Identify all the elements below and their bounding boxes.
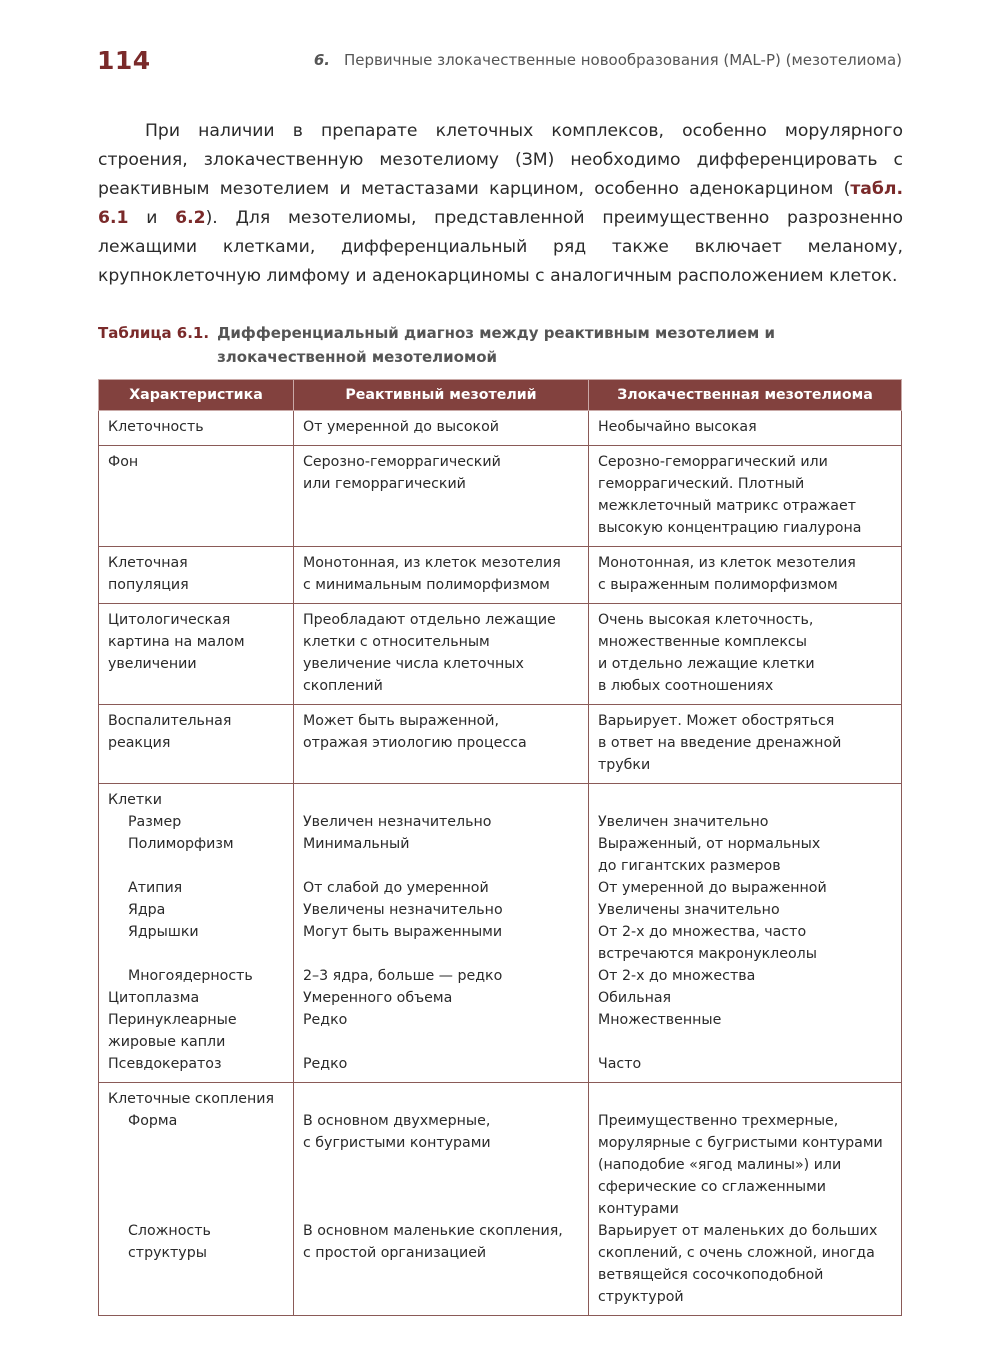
cell-line: Увеличен значительно: [598, 814, 769, 830]
cell-line: Может быть выраженной,: [303, 713, 500, 729]
cell-line: Варьирует от маленьких до больших: [598, 1223, 878, 1239]
cell-line: Множественные: [598, 1012, 722, 1028]
cell-line: Цитоплазма: [108, 990, 200, 1006]
cell-line: [108, 1132, 285, 1154]
cell-line: В основном двухмерные,: [303, 1113, 491, 1129]
malignant-mesothelioma-cell: [589, 547, 902, 604]
cell-line: Преобладают отдельно лежащие: [303, 612, 556, 628]
reactive-mesothelium-cell: [294, 705, 589, 784]
chapter-number: 6.: [313, 51, 330, 69]
page-number: 114: [97, 46, 151, 75]
cell-line: [303, 1176, 580, 1198]
table-row: [99, 411, 902, 446]
malignant-mesothelioma-cell: [589, 705, 902, 784]
cell-line: жировые капли: [108, 1034, 226, 1050]
cell-line: Очень высокая клеточность,: [598, 612, 814, 628]
cell-line: Клеточные скопления: [108, 1091, 275, 1107]
cell-line: [108, 1198, 285, 1220]
malignant-mesothelioma-cell: [589, 604, 902, 705]
cell-line: [598, 1031, 893, 1053]
characteristic-cell: [99, 705, 294, 784]
cell-line: высокую концентрацию гиалурона: [598, 520, 862, 536]
cell-line: От 2-х до множества, часто: [598, 924, 807, 940]
table-caption: [98, 321, 903, 369]
cell-line: Минимальный: [303, 836, 410, 852]
malignant-mesothelioma-cell: [589, 446, 902, 547]
cell-line: множественные комплексы: [598, 634, 807, 650]
cell-line: [303, 1154, 580, 1176]
cell-line: ветвящейся сосочкоподобной: [598, 1267, 824, 1283]
cell-line: Сложность: [128, 1223, 211, 1239]
cell-line: [303, 943, 580, 965]
running-head: [314, 51, 902, 69]
cell-line: Увеличен незначительно: [303, 814, 492, 830]
malignant-mesothelioma-cell: [589, 1083, 902, 1316]
table-label: Таблица 6.1.: [98, 324, 210, 342]
cell-line: контурами: [598, 1201, 679, 1217]
cell-line: (наподобие «ягод малины») или: [598, 1157, 842, 1173]
cell-line: популяция: [108, 577, 189, 593]
cell-line: Выраженный, от нормальных: [598, 836, 821, 852]
differential-diagnosis-table: [98, 379, 902, 1316]
table-row: [99, 547, 902, 604]
characteristic-cell: [99, 1083, 294, 1316]
reactive-mesothelium-cell: [294, 604, 589, 705]
cell-line: реакция: [108, 735, 171, 751]
table-reference-6-2[interactable]: 6.2: [175, 208, 206, 228]
cell-line: [303, 1198, 580, 1220]
cell-line: Серозно-геморрагический или: [598, 454, 828, 470]
body-text-part-1: При наличии в препарате клеточных комплексов, особенно морулярного строения, злокачественную мезотелиому (ЗМ) необходимо дифференцировать с реактивным мезотелием и метастазами карцином, особенно аденокарцином (: [98, 121, 903, 199]
table-header-row: [99, 380, 902, 411]
column-header-characteristic: Характеристика: [99, 380, 294, 411]
cell-line: Монотонная, из клеток мезотелия: [303, 555, 561, 571]
cell-line: с бугристыми контурами: [303, 1135, 491, 1151]
cell-line: или геморрагический: [303, 476, 466, 492]
cell-line: [598, 1088, 893, 1110]
cell-line: до гигантских размеров: [598, 858, 781, 874]
cell-line: в ответ на введение дренажной: [598, 735, 842, 751]
cell-line: Редко: [303, 1012, 348, 1028]
table-title: Дифференциальный диагноз между реактивным мезотелием и злокачественной мезотелиомой: [217, 324, 775, 366]
cell-line: Редко: [303, 1056, 348, 1072]
cell-line: Фон: [108, 454, 139, 470]
characteristic-cell: [99, 411, 294, 446]
cell-line: Псевдокератоз: [108, 1056, 222, 1072]
table-row: [99, 446, 902, 547]
cell-line: Ядрышки: [128, 924, 199, 940]
column-header-malignant-mesothelioma: Злокачественная мезотелиома: [589, 380, 902, 411]
cell-line: Воспалительная: [108, 713, 232, 729]
cell-line: [303, 789, 580, 811]
cell-line: Атипия: [128, 880, 183, 896]
cell-line: Цитологическая: [108, 612, 231, 628]
cell-line: сферические со сглаженными: [598, 1179, 827, 1195]
cell-line: От слабой до умеренной: [303, 880, 489, 896]
cell-line: В основном маленькие скопления,: [303, 1223, 563, 1239]
cell-line: [598, 789, 893, 811]
cell-line: Клеточная: [108, 555, 188, 571]
table-row: [99, 784, 902, 1083]
cell-line: [303, 1031, 580, 1053]
cell-line: Клеточность: [108, 419, 204, 435]
cell-line: Часто: [598, 1056, 642, 1072]
table-row: [99, 705, 902, 784]
cell-line: Размер: [128, 814, 182, 830]
cell-line: увеличении: [108, 656, 197, 672]
cell-line: клетки с относительным: [303, 634, 490, 650]
cell-line: Умеренного объема: [303, 990, 453, 1006]
reactive-mesothelium-cell: [294, 1083, 589, 1316]
body-text-part-2: и: [128, 208, 176, 228]
cell-line: отражая этиологию процесса: [303, 735, 527, 751]
cell-line: скоплений: [303, 678, 383, 694]
cell-line: встречаются макронуклеолы: [598, 946, 817, 962]
reactive-mesothelium-cell: [294, 411, 589, 446]
cell-line: [303, 1088, 580, 1110]
characteristic-cell: [99, 784, 294, 1083]
table-row: [99, 1083, 902, 1316]
cell-line: Обильная: [598, 990, 672, 1006]
malignant-mesothelioma-cell: [589, 784, 902, 1083]
cell-line: в любых соотношениях: [598, 678, 774, 694]
cell-line: увеличение числа клеточных: [303, 656, 524, 672]
characteristic-cell: [99, 604, 294, 705]
reactive-mesothelium-cell: [294, 547, 589, 604]
characteristic-cell: [99, 446, 294, 547]
cell-line: скоплений, с очень сложной, иногда: [598, 1245, 875, 1261]
reactive-mesothelium-cell: [294, 446, 589, 547]
cell-line: От 2-х до множества: [598, 968, 756, 984]
cell-line: 2–3 ядра, больше — редко: [303, 968, 503, 984]
cell-line: с выраженным полиморфизмом: [598, 577, 838, 593]
cell-line: [108, 1154, 285, 1176]
cell-line: Необычайно высокая: [598, 419, 757, 435]
cell-line: От умеренной до высокой: [303, 419, 499, 435]
cell-line: Многоядерность: [128, 968, 253, 984]
cell-line: От умеренной до выраженной: [598, 880, 827, 896]
cell-line: [108, 943, 285, 965]
body-text-part-3: ). Для мезотелиомы, представленной преимущественно разрозненно лежащими клетками, дифференциальный ряд также включает меланому, крупноклеточную лимфому и аденокарциномы с аналогичным расположением клеток.: [98, 208, 903, 286]
cell-line: [303, 855, 580, 877]
cell-line: картина на малом: [108, 634, 245, 650]
table-reference-6-1[interactable]: табл. 6.1: [98, 179, 903, 228]
cell-line: Форма: [128, 1113, 178, 1129]
cell-line: Увеличены значительно: [598, 902, 780, 918]
cell-line: трубки: [598, 757, 651, 773]
cell-line: Ядра: [128, 902, 166, 918]
characteristic-cell: [99, 547, 294, 604]
cell-line: межклеточный матрикс отражает: [598, 498, 856, 514]
cell-line: Серозно-геморрагический: [303, 454, 501, 470]
body-paragraph: [98, 117, 903, 291]
cell-line: Увеличены незначительно: [303, 902, 503, 918]
cell-line: геморрагический. Плотный: [598, 476, 805, 492]
cell-line: Клетки: [108, 792, 162, 808]
cell-line: Варьирует. Может обостряться: [598, 713, 835, 729]
cell-line: морулярные с бугристыми контурами: [598, 1135, 883, 1151]
reactive-mesothelium-cell: [294, 784, 589, 1083]
cell-line: [108, 1176, 285, 1198]
cell-line: Полиморфизм: [128, 836, 234, 852]
cell-line: Преимущественно трехмерные,: [598, 1113, 839, 1129]
cell-line: структурой: [598, 1289, 684, 1305]
cell-line: [108, 855, 285, 877]
cell-line: Могут быть выраженными: [303, 924, 503, 940]
table-row: [99, 604, 902, 705]
cell-line: Перинуклеарные: [108, 1012, 237, 1028]
column-header-reactive-mesothelium: Реактивный мезотелий: [294, 380, 589, 411]
cell-line: с простой организацией: [303, 1245, 487, 1261]
malignant-mesothelioma-cell: [589, 411, 902, 446]
cell-line: структуры: [128, 1245, 207, 1261]
cell-line: Монотонная, из клеток мезотелия: [598, 555, 856, 571]
chapter-title: Первичные злокачественные новообразования (MAL-P) (мезотелиома): [343, 51, 902, 69]
cell-line: с минимальным полиморфизмом: [303, 577, 550, 593]
cell-line: и отдельно лежащие клетки: [598, 656, 815, 672]
